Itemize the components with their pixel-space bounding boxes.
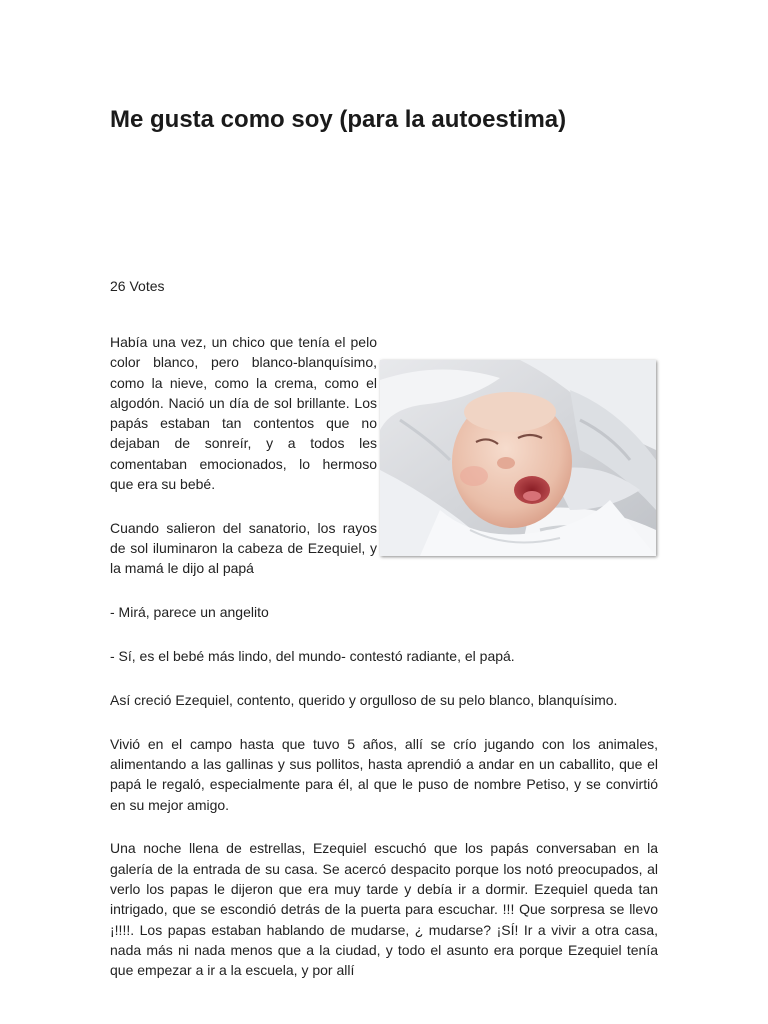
paragraph-1 [110,332,658,494]
paragraph-3: - Mirá, parece un angelito [110,604,269,621]
paragraph-6: Vivió en el campo hasta que tuvo 5 años, allí se crío jugando con los animales, alimentando a las gallinas y sus pollitos, hasta aprendió a andar en un caballito, que el papá le regaló, especialmente para él, al que le puso de nombre Petiso, y se convirtió en su mejor amigo. [110,735,658,813]
paragraph-5: Así creció Ezequiel, contento, querido y orgulloso de su pelo blanco, blanquísimo. [110,691,618,708]
votes-count: 26 Votes [110,278,165,294]
paragraph-4: - Sí, es el bebé más lindo, del mundo- contestó radiante, el papá. [110,648,515,665]
yawning-baby-photo [380,360,656,556]
article-title: Me gusta como soy (para la autoestima) [110,106,567,133]
paragraph-2: Cuando salieron del sanatorio, los rayos de sol iluminaron la cabeza de Ezequiel, y la mamá le dijo al papá [110,519,377,577]
paragraph-1-text: Había una vez, un chico que tenía el pelo color blanco, pero blanco-blanquísimo, como la nieve, como la crema, como el algodón. Nació un día de sol brillante. Los papás estaban tan contentos que no dejaban de sonreír, y a todos les comentaban emocionados, lo hermoso que era su bebé. [110,334,377,493]
figure-anchor [380,360,658,556]
article-body [110,332,658,1004]
paragraph-7: Una noche llena de estrellas, Ezequiel escuchó que los papás conversaban en la galería de la entrada de su casa. Se acercó despacito porque los notó preocupados, al verlo los papas le dijeron que era muy tarde y debía ir a dormir. Ezequiel queda tan intrigado, que se escondió detrás de la puerta para escuchar. !!! Que sorpresa se llevo ¡!!!!. Los papas estaban hablando de mudarse, ¿ mudarse? ¡SÍ! Ir a vivir a otra casa, nada más ni nada menos que a la ciudad, y todo el asunto era porque Ezequiel tenía que empezar a ir a la escuela, y por allí [110,840,658,979]
